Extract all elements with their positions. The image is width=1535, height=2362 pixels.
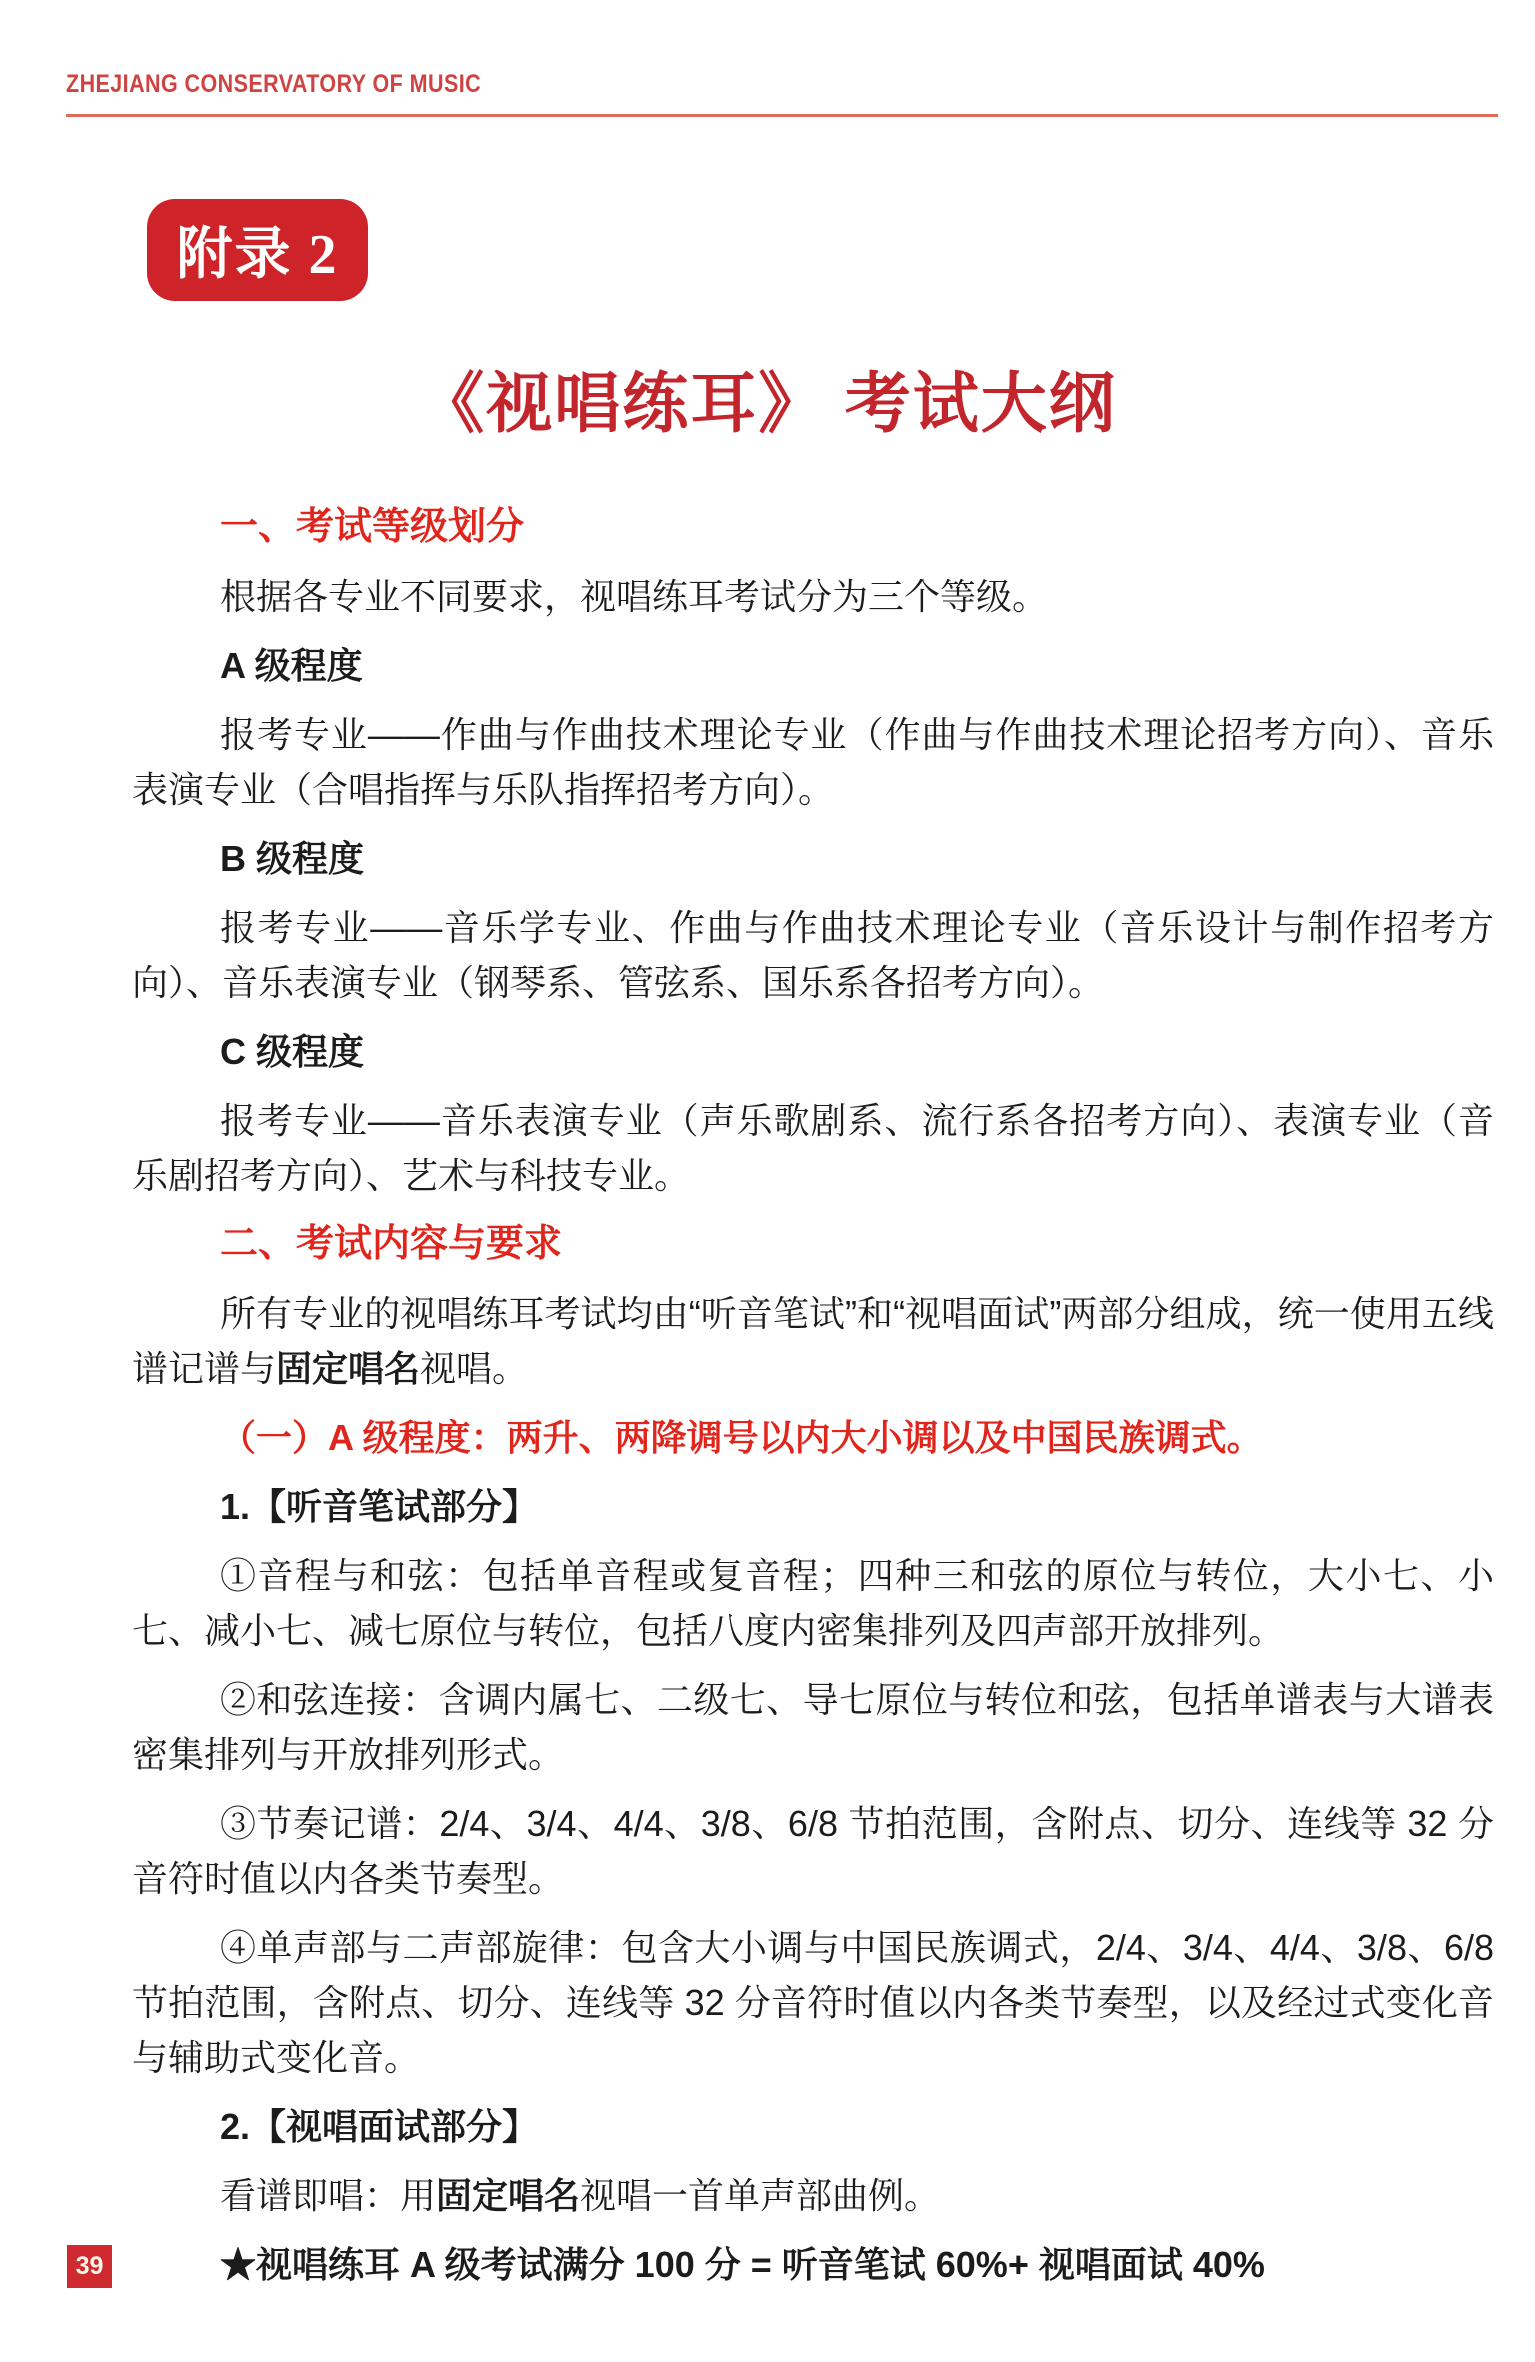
section-1-heading: 一、考试等级划分	[220, 506, 525, 548]
score-weighting-note: ★视唱练耳 A 级考试满分 100 分 = 听音笔试 60%+ 视唱面试 40%	[220, 2244, 1265, 2285]
level-a-sub-heading: （一）A 级程度：两升、两降调号以内大小调以及中国民族调式。	[220, 1417, 1263, 1458]
level-c-description: 报考专业——音乐表演专业（声乐歌剧系、流行系各招考方向）、表演专业（音乐剧招考方向）、艺术与科技专业。	[132, 1100, 1494, 1196]
level-b-description: 报考专业——音乐学专业、作曲与作曲技术理论专业（音乐设计与制作招考方向）、音乐表演专业（钢琴系、管弦系、国乐系各招考方向）。	[132, 907, 1494, 1003]
section-2-intro-post: 视唱。	[420, 1348, 529, 1389]
listening-item-2: ②和弦连接：含调内属七、二级七、导七原位与转位和弦，包括单谱表与大谱表密集排列与开放排列形式。	[132, 1679, 1494, 1775]
section-2-heading: 二、考试内容与要求	[220, 1223, 563, 1265]
document-title: 《视唱练耳》 考试大纲	[418, 368, 1117, 441]
appendix-badge: 附录 2	[147, 199, 368, 301]
fixed-do-term: 固定唱名	[276, 1348, 421, 1389]
page-number-badge: 39	[67, 2245, 112, 2288]
listening-item-3: ③节奏记谱：2/4、3/4、4/4、3/8、6/8 节拍范围，含附点、切分、连线等 32 分音符时值以内各类节奏型。	[132, 1803, 1494, 1899]
header-divider	[66, 114, 1498, 117]
part-2-heading: 2.【视唱面试部分】	[220, 2106, 539, 2147]
section-2-intro	[132, 1286, 1494, 1396]
intro-paragraph: 根据各专业不同要求，视唱练耳考试分为三个等级。	[220, 576, 1049, 617]
level-b-heading: B 级程度	[220, 838, 365, 879]
fixed-do-term-2: 固定唱名	[436, 2175, 581, 2216]
sight-singing-pre: 看谱即唱：用	[220, 2175, 437, 2216]
listening-item-1: ①音程与和弦：包括单音程或复音程；四种三和弦的原位与转位，大小七、小七、减小七、减七原位与转位，包括八度内密集排列及四声部开放排列。	[132, 1555, 1494, 1651]
level-a-heading: A 级程度	[220, 645, 363, 686]
level-c-heading: C 级程度	[220, 1031, 365, 1072]
section-2-intro-pre: 所有专业的视唱练耳考试均由“听音笔试”和“视唱面试”两部分组成，统一使用五线谱记谱与	[132, 1293, 1494, 1389]
listening-item-4: ④单声部与二声部旋律：包含大小调与中国民族调式，2/4、3/4、4/4、3/8、6/8 节拍范围，含附点、切分、连线等 32 分音符时值以内各类节奏型，以及经过式变化音与辅助式变化音。	[132, 1927, 1494, 2078]
sight-singing-post: 视唱一首单声部曲例。	[580, 2175, 941, 2216]
part-1-heading: 1.【听音笔试部分】	[220, 1486, 539, 1527]
organization-name: ZHEJIANG CONSERVATORY OF MUSIC	[66, 70, 482, 98]
sight-singing-paragraph	[132, 2168, 1494, 2223]
level-a-description: 报考专业——作曲与作曲技术理论专业（作曲与作曲技术理论招考方向）、音乐表演专业（合唱指挥与乐队指挥招考方向）。	[132, 714, 1494, 810]
document-body	[132, 500, 1494, 2306]
